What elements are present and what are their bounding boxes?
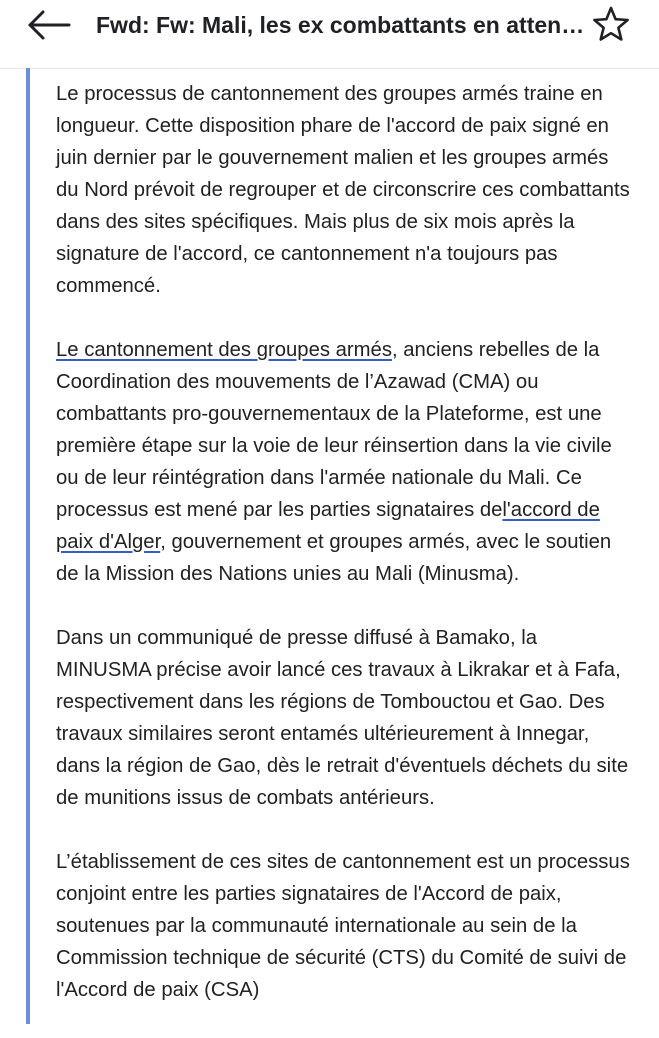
link-cantonnement[interactable]: Le cantonnement des groupes armés xyxy=(56,339,392,361)
message-body xyxy=(56,78,636,1038)
paragraph-2 xyxy=(56,334,636,590)
arrow-left-icon xyxy=(26,9,72,41)
paragraph-2-text-b: , gouvernement et groupes armés, avec le soutien de la Mission des Nations unies au Mali (Minusma). xyxy=(56,531,612,585)
paragraph-4: L’établissement de ces sites de cantonnement est un processus conjoint entre les parties signataires de l'Accord de paix, soutenues par la communauté internationale au sein de la Commission technique de sécurité (CTS) du Comité de suivi de l'Accord de paix (CSA) xyxy=(56,851,630,1001)
paragraph-3: Dans un communiqué de presse diffusé à Bamako, la MINUSMA précise avoir lancé ces travaux à Likrakar et à Fafa, respectivement dans les régions de Tombouctou et Gao. Des travaux similaires seront entamés ultérieurement à Innegar, dans la région de Gao, dès le retrait d'éventuels déchets du site de munitions issus de combats antérieurs. xyxy=(56,627,629,809)
paragraph-2-text-a: , anciens rebelles de la Coordination des mouvements de l’Azawad (CMA) ou combattants pro-gouvernementaux de la Plateforme, est une première étape sur la voie de leur réinsertion dans la vie civile ou de leur réintégration dans l'armée nationale du Mali. Ce processus est mené par les parties signataires de xyxy=(56,339,612,521)
quote-bar xyxy=(26,68,30,1024)
back-button[interactable] xyxy=(26,9,72,41)
star-outline-icon xyxy=(592,6,630,42)
link-accord-alger[interactable]: l'accord de paix d'Alger xyxy=(56,499,600,553)
star-button[interactable] xyxy=(592,6,630,42)
top-app-bar xyxy=(0,0,659,69)
paragraph-1: Le processus de cantonnement des groupes armés traine en longueur. Cette disposition phare de l'accord de paix signé en juin dernier par le gouvernement malien et les groupes armés du Nord prévoit de regrouper et de circonscrire ces combattants dans des sites spécifiques. Mais plus de six mois après la signature de l'accord, ce cantonnement n'a toujours pas commencé. xyxy=(56,83,630,297)
email-subject: Fwd: Fw: Mali, les ex combattants en atten… xyxy=(96,12,585,38)
